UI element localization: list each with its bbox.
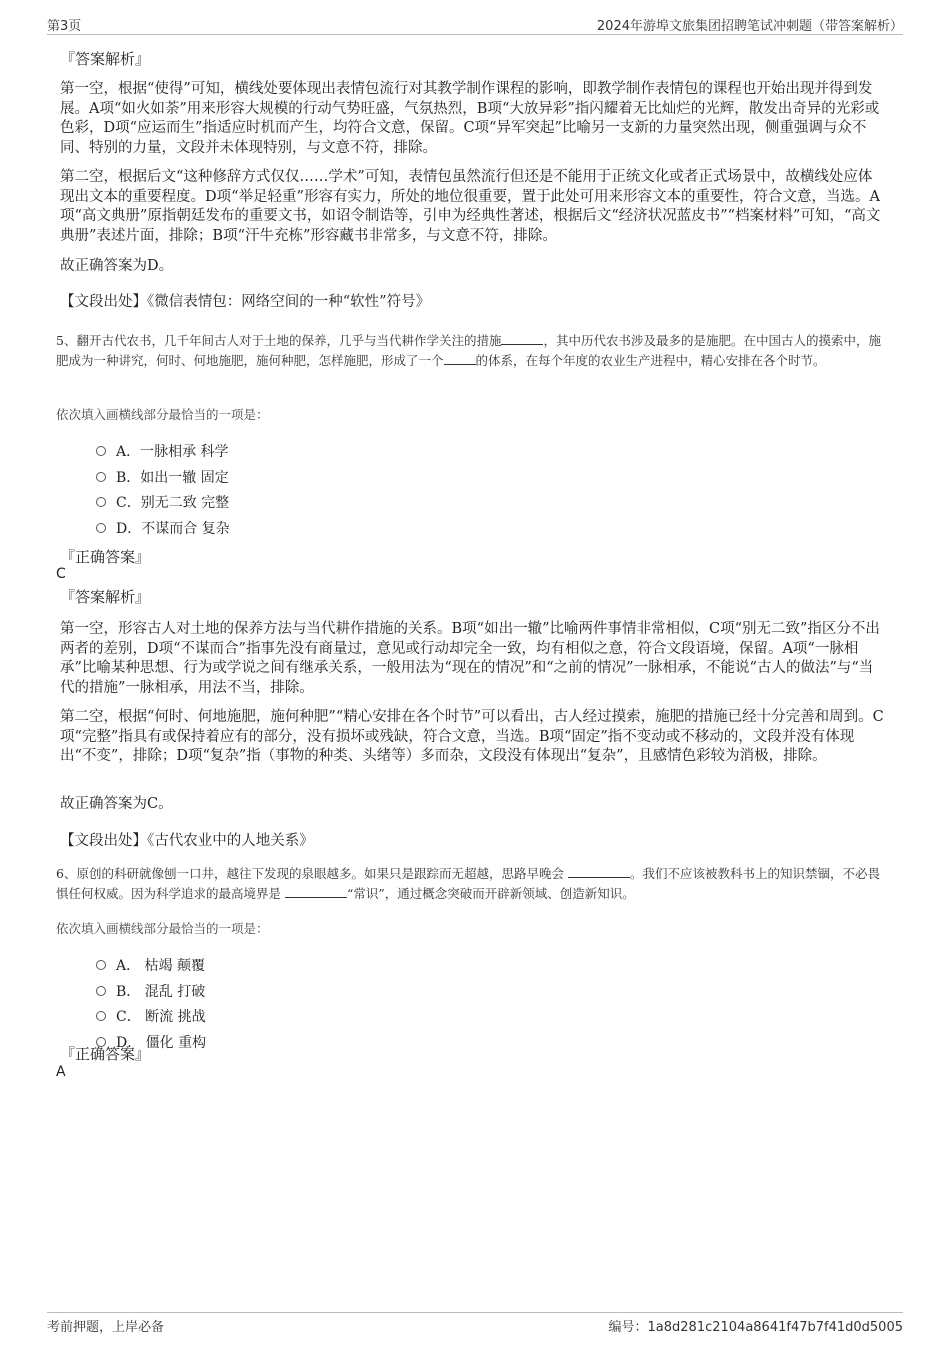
footer-slogan: 考前押题，上岸必备 [47, 1320, 165, 1335]
blank-2 [444, 353, 476, 365]
analysis-paragraph-2: 第二空，根据“何时、何地施肥，施何种肥”“精心安排在各个时节”可以看出，古人经过摸索，施肥的措施已经十分完善和周到。C项“完整”指具有或保持着应有的部分，没有损坏或残缺，符合文意，当选。B项“固定”指不变动或不移动的，文段并没有体现出“不变”，排除；D项“复杂”指（事物的种类、头绪等）多而杂，文段没有体现出“复杂”，且感情色彩较为消极，排除。 [60, 709, 884, 764]
document-title: 2024年游埠文旅集团招聘笔试冲刺题（带答案解析） [596, 19, 903, 34]
analysis-paragraph-1: 第一空，形容古人对土地的保养方法与当代耕作措施的关系。B项“如出一辙”比喻两件事情非常相似，C项“别无二致”指区分不出两者的差别，D项“不谋而合”指事先没有商量过，意见或行动却完全一致，均有相似之意，符合文段语境，保留。A项“一脉相承”比喻某种思想、行为或学说之间有继承关系，一般用法为“现在的情况”和“之前的情况”一脉相承，不能说“古人的做法”与“当代的措施”一脉相承，用法不当，排除。 [60, 621, 880, 696]
option-a[interactable]: A． 枯竭 颠覆 [96, 955, 205, 975]
blank-1 [568, 866, 630, 878]
conclusion: 故正确答案为D。 [60, 258, 174, 274]
analysis-label: 『答案解析』 [60, 50, 151, 68]
blank-1 [501, 333, 543, 345]
question-5-text: 5、翻开古代农书，几千年间古人对于土地的保养，几乎与当代耕作学关注的措施 ，其中历代农书涉及最多的是施肥。在中国古人的摸索中，施肥成为一种讲究，何时、何地施肥，施何种肥，怎样施肥，形成了一个 的体系，在每个年度的农业生产进程中，精心安排在各个时节。 [56, 333, 881, 368]
correct-answer-label: 『正确答案』 [60, 1045, 151, 1063]
document-code: 编号：1a8d281c2104a8641f47b7f41d0d5005 [608, 1320, 903, 1335]
radio-icon[interactable] [96, 497, 106, 507]
source-citation: 【文段出处】《古代农业中的人地关系》 [60, 833, 314, 849]
radio-icon[interactable] [96, 960, 106, 970]
option-a[interactable]: A．一脉相承 科学 [96, 441, 229, 461]
correct-answer: A [56, 1064, 66, 1080]
question-5-prompt: 依次填入画横线部分最恰当的一项是： [56, 407, 269, 422]
analysis-paragraph-1: 第一空，根据“使得”可知，横线处要体现出表情包流行对其教学制作课程的影响，即教学制作表情包的课程也开始出现并得到发展。A项“如火如荼”用来形容大规模的行动气势旺盛，气氛热烈，B项“大放异彩”指闪耀着无比灿烂的光辉，散发出奇异的光彩或色彩，D项“应运而生”指适应时机而产生，均符合文意，保留。C项“异军突起”比喻另一支新的力量突然出现，侧重强调与众不同、特别的力量，文段并未体现特别，与文意不符，排除。 [60, 81, 880, 156]
analysis-label: 『答案解析』 [60, 588, 151, 606]
option-b[interactable]: B． 混乱 打破 [96, 981, 205, 1001]
option-b[interactable]: B．如出一辙 固定 [96, 467, 229, 487]
radio-icon[interactable] [96, 986, 106, 996]
radio-icon[interactable] [96, 1011, 106, 1021]
source-citation: 【文段出处】《微信表情包：网络空间的一种“软性”符号》 [60, 294, 431, 310]
question-6-text: 6、原创的科研就像刨一口井，越往下发现的泉眼越多。如果只是跟踪而无超越，思路早晚会 。我们不应该被教科书上的知识禁锢，不必畏惧任何权威。因为科学追求的最高境界是 “常识”，通过概念突破而开辟新领域、创造新知识。 [56, 866, 880, 901]
radio-icon[interactable] [96, 472, 106, 482]
analysis-paragraph-2: 第二空，根据后文“这种修辞方式仅仅……学术”可知，表情包虽然流行但还是不能用于正统文化或者正式场景中，故横线处应体现出文本的重要程度。D项“举足轻重”形容有实力，所处的地位很重要，置于此处可用来形容文本的重要性，符合文意，当选。A项“高文典册”原指朝廷发布的重要文书，如诏令制诰等，引申为经典性著述，根据后文“经济状况蓝皮书”“档案材料”可知，“高文典册”表述片面，排除；B项“汗牛充栋”形容藏书非常多，与文意不符，排除。 [60, 169, 881, 244]
option-c[interactable]: C． 断流 挑战 [96, 1006, 206, 1026]
blank-2 [285, 886, 347, 898]
question-6-prompt: 依次填入画横线部分最恰当的一项是： [56, 921, 269, 936]
option-c[interactable]: C．别无二致 完整 [96, 492, 229, 512]
correct-answer-label: 『正确答案』 [60, 548, 151, 566]
page-number: 第3页 [47, 19, 82, 34]
conclusion: 故正确答案为C。 [60, 796, 173, 812]
radio-icon[interactable] [96, 523, 106, 533]
page-header [47, 14, 903, 35]
option-d[interactable]: D． 僵化 重构 [96, 1032, 206, 1052]
page-footer [47, 1312, 903, 1335]
correct-answer: C [56, 566, 66, 582]
radio-icon[interactable] [96, 446, 106, 456]
option-d[interactable]: D．不谋而合 复杂 [96, 518, 230, 538]
